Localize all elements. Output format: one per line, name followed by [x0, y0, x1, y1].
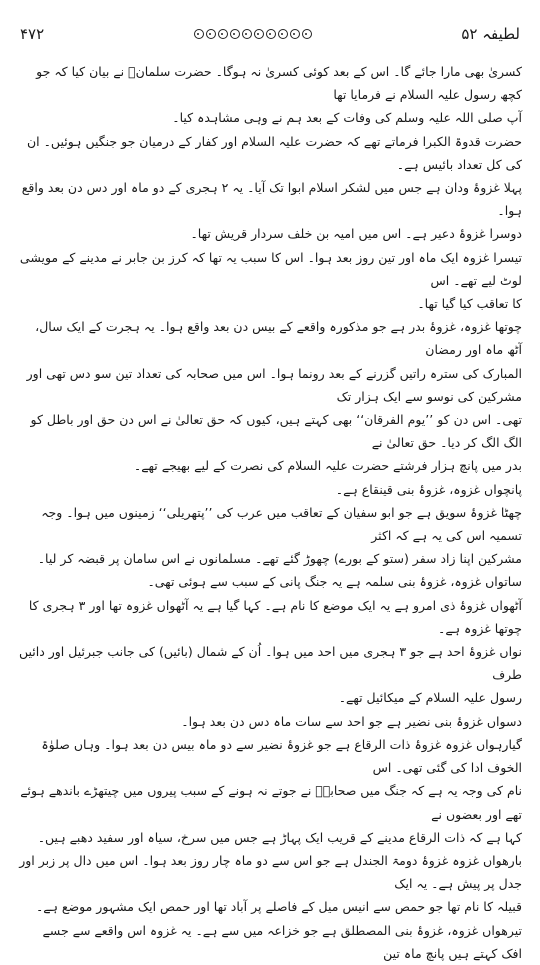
text-line: نام کی وجہ یہ ہے کہ جنگ میں صحابہؓ نے جوتے نہ ہونے کے سبب پیروں میں چیتھڑے باندھے ہوئے تھے اور بعضوں نے	[20, 783, 522, 822]
chapter-label: لطیفہ ۵۲	[461, 25, 520, 43]
page-body	[18, 60, 522, 965]
ornament-ring	[230, 29, 240, 39]
ornament-ring	[218, 29, 228, 39]
text-line: تیرھواں غزوہ، غزوۂ بنی المصطلق ہے جو خزاعہ میں سے ہے۔ یہ غزوہ اس واقعے سے جسے افک کہتے ہیں پانچ ماہ تین	[42, 922, 522, 961]
text-line: قبیلہ کا نام تھا جو حمص سے انیس میل کے فاصلے پر آباد تھا اور حمص ایک مشہور موضع ہے۔	[35, 899, 522, 915]
ornament-ring	[254, 29, 264, 39]
text-line: آپ صلی اللہ علیہ وسلم کی وفات کے بعد ہم نے وہی مشاہدہ کیا۔	[172, 110, 522, 126]
ornament-ring	[266, 29, 276, 39]
text-line: کا تعاقب کیا گیا تھا۔	[417, 296, 522, 312]
text-line: رسول علیہ السلام کے میکائیل تھے۔	[338, 690, 522, 706]
text-line: تھی۔ اس دن کو ’’یوم الفرقان‘‘ بھی کہتے ہیں، کیوں کہ حق تعالیٰ نے اس دن حق اور باطل کو الگ الگ کر دیا۔ حق تعالیٰ نے	[30, 412, 522, 451]
text-line: دوسرا غزوۂ دعیر ہے۔ اس میں امیہ بن خلف سردار قریش تھا۔	[190, 226, 522, 242]
text-line: گیارہواں غزوہ غزوۂ ذات الرقاع ہے جو غزوۂ نضیر سے دو ماہ بیس دن بعد ہوا۔ وہاں صلوٰۃ الخوف ادا کی گئی تھی۔ اس	[41, 736, 522, 776]
page-number: ۴۷۲	[20, 25, 45, 43]
ornament-ring	[290, 29, 300, 39]
page-header	[20, 20, 520, 48]
text-line: تیسرا غزوہ ایک ماہ اور تین روز بعد ہوا۔ اس کا سبب یہ تھا کہ کرز بن جابر نے مدینے کے مویشی لوٹ لیے تھے۔ اس	[19, 249, 522, 288]
text-line: چوتھا غزوہ، غزوۂ بدر ہے جو مذکورہ واقعے کے بیس دن بعد واقع ہوا۔ یہ ہجرت کے ایک سال، آٹھ ماہ اور رمضان	[35, 319, 522, 358]
text-line: آٹھواں غزوۂ ذی امرو ہے یہ ایک موضع کا نام ہے۔ کہا گیا ہے یہ آٹھواں غزوہ تھا اور ۳ ہجری کا چوتھا غزوہ ہے۔	[28, 597, 522, 636]
text-line: مشرکین اپنا زاد سفر (ستو کے بورے) چھوڑ گئے تھے۔ مسلمانوں نے اس سامان پر قبضہ کر لیا۔	[37, 551, 522, 567]
text-line: پہلا غزوۂ ودان ہے جس میں لشکر اسلام ابوا تک آیا۔ یہ ۲ ہجری کے دو ماہ اور دس دن بعد واقع ہوا۔	[21, 180, 522, 219]
header-ornament	[194, 29, 312, 39]
text-line: پانچواں غزوہ، غزوۂ بنی قینقاع ہے۔	[335, 481, 522, 497]
ornament-ring	[194, 29, 204, 39]
ornament-ring	[206, 29, 216, 39]
text-line: بارھواں غزوہ غزوۂ دومۃ الجندل ہے جو اس سے دو ماہ چار روز بعد ہوا۔ اس میں دال پر زبر اور جدل پر پیش ہے۔ یہ ایک	[19, 852, 522, 892]
text-line: بدر میں پانچ ہزار فرشتے حضرت علیہ السلام کی نصرت کے لیے بھیجے تھے۔	[133, 458, 522, 474]
text-line: حضرت قدوۃ الکبرا فرماتے تھے کہ حضرت علیہ السلام اور کفار کے درمیان جو جنگیں ہوئیں۔ ان کی کل تعداد بائیس ہے۔	[26, 133, 522, 172]
text-line: چھٹا غزوۂ سویق ہے جو ابو سفیان کے تعاقب میں عرب کی ’’پتھریلی‘‘ زمینوں میں ہوا۔ وجہ تسمیہ اس کی یہ ہے کہ اکثر	[41, 504, 522, 544]
text-line: ساتواں غزوہ، غزوۂ بنی سلمہ ہے یہ جنگ پانی کے سبب سے ہوئی تھی۔	[147, 574, 522, 590]
text-line: کہا ہے کہ ذات الرقاع مدینے کے قریب ایک پہاڑ ہے جس میں سرخ، سیاہ اور سفید دھبے ہیں۔	[37, 829, 522, 845]
text-line: کسریٰ بھی مارا جائے گا۔ اس کے بعد کوئی کسریٰ نہ ہوگا۔ حضرت سلمانؓ نے بیان کیا کہ جو کچھ رسول علیہ السلام نے فرمایا تھا	[36, 64, 522, 103]
text-line: المبارک کی سترہ راتیں گزرنے کے بعد رونما ہوا۔ اس میں صحابہ کی تعداد تین سو دس تھی اور مشرکین کی نوسو سے ایک ہزار تک	[26, 365, 522, 404]
ornament-ring	[242, 29, 252, 39]
text-line: دسواں غزوۂ بنی نضیر ہے جو احد سے سات ماہ دس دن بعد ہوا۔	[181, 713, 522, 729]
ornament-ring	[278, 29, 288, 39]
text-line: نواں غزوۂ احد ہے جو ۳ ہجری میں احد میں ہوا۔ اُن کے شمال (بائیں) کی جانب جبرئیل اور دائیں طرف	[18, 644, 522, 683]
ornament-ring	[302, 29, 312, 39]
